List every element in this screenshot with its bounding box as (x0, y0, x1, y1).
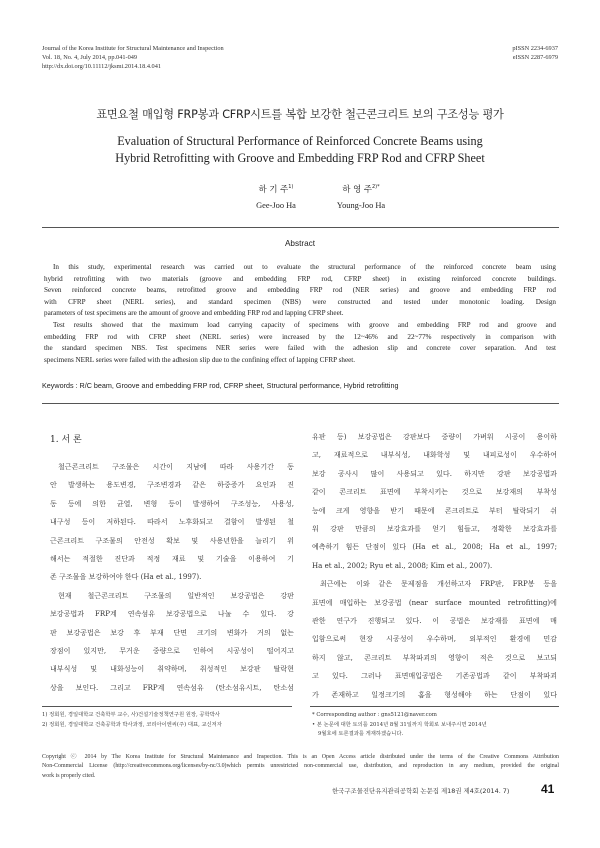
copyright-line: Copyright ⓒ 2014 by The Korea Institute for Structural Maintenance and Inspection. This is an Open Access article distributed under the terms of the Creative Commons Attribution (42, 754, 559, 760)
body-line: 존 구조물을 보강하여야 한다 (Ha et al., 1997). (50, 572, 202, 582)
footnote-rule-right (310, 706, 559, 707)
body-line: 장점이 있지만, 무거운 중량으로 인하여 시공성이 떨어지고 (50, 646, 294, 656)
body-line: Ha et al., 2002; Ryu et al., 2008; Kim et al., 2007). (312, 560, 493, 570)
body-line: 유판 등) 보강공법은 강판보다 중량이 가벼워 시공이 용이하 (312, 432, 557, 441)
author-1-name-en: Gee-Joo Ha (256, 201, 296, 210)
abstract-top-rule (42, 227, 559, 228)
left-column (50, 458, 294, 697)
body-line: 동 등에 의한 균열, 변형 등이 발생하여 구조성능, 사용성, (50, 498, 294, 508)
abstract-line: Seven reinforced concrete beams, retrofitted groove and embedding FRP rod (NER series) and groove and embedding FRP rod (44, 286, 556, 295)
body-line: 근콘크리트 구조물의 안전성 확보 및 사용년한을 늘리기 위 (50, 535, 294, 545)
section-1-heading: 1. 서 론 (50, 435, 82, 445)
corresponding-author: * Corresponding author : gns5121@naver.com (312, 712, 437, 718)
author-2 (326, 183, 396, 210)
abstract-line: the standard specimen NBS. Test specimens NER series were failed with the adhesion slip and concrete cover separation. And test (44, 344, 556, 353)
body-line: 입함으로써 현장 시공성이 우수하며, 외부적인 환경에 민감 (312, 634, 557, 644)
journal-header (42, 44, 224, 71)
body-line: 가 존재하고 일정크기의 홈을 형성해야 하는 단점이 있다 (312, 689, 557, 699)
english-title (0, 133, 600, 167)
body-line: 최근에는 이와 같은 문제점을 개선하고자 FRP판, FRP봉 등을 (320, 579, 557, 589)
abstract-line: Test results showed that the maximum load carrying capacity of specimens with groove and embedding FRP rod and groove and (53, 320, 556, 329)
body-line: 현재 철근콘크리트 구조물의 일반적인 보강공법은 강판 (58, 590, 294, 600)
english-title-line-2: Hybrid Retrofitting with Groove and Embedding FRP Rod and CFRP Sheet (115, 151, 485, 165)
abstract-line: with CFRP sheet (NERL series), and standard specimen (NBS) were constructed and tested under monotonic loading. Design (44, 297, 556, 306)
body-line: 같이 콘크리트 표면에 부착시키는 것으로 보강재의 부착성 (312, 487, 557, 497)
author-1-name-ko: 하 기 주 (258, 184, 289, 194)
copyright-line: work is properly cited. (42, 772, 96, 779)
body-line: 상을 보인다. 그리고 FRP계 연속섬유 (탄소섬유시트, 탄소섬 (50, 682, 294, 692)
body-line: 고, 재료적으로 내부식성, 내화학성 및 내피로성이 우수하여 (312, 450, 557, 460)
footnote-1: 1) 정회원, 경일대학교 건축학부 교수, 사)건설기술정책연구원 원장, 공학박사 (42, 712, 220, 718)
abstract-heading: Abstract (284, 239, 316, 248)
body-line: 판 보강공법은 보강 후 부재 단면 크기의 변화가 거의 없는 (50, 627, 294, 637)
body-line: 보강공법과 FRP계 연속섬유 보강공법으로 나눌 수 있다. 강 (50, 609, 294, 619)
author-2-name-en: Young-Joo Ha (336, 201, 386, 210)
body-line: 예측하기 힘든 단점이 있다 (Ha et al., 2008; Ha et al., 1997; (312, 542, 557, 552)
abstract-line: hybrid retrofitting with two materials (groove and embedding FRP rod, CFRP sheet) in existing reinforced concrete buildings. (44, 274, 556, 283)
volume-info: Vol. 18, No. 4, July 2014, pp.041-049 (42, 54, 138, 61)
body-line: 관한 연구가 진행되고 있다. 이 공법은 보강재를 표면에 매 (312, 616, 557, 626)
footnotes-left (42, 711, 294, 730)
author-1 (246, 183, 306, 210)
author-1-mark: 1) (288, 184, 294, 191)
english-title-line-1: Evaluation of Structural Performance of Reinforced Concrete Beams using (117, 134, 483, 148)
body-line: 내부식성 및 내화성능이 취약하며, 취성적인 보강판 탈락현 (50, 664, 294, 674)
copyright-line: Non-Commercial License (http://creativecommons.org/licenses/by-nc/3.0)which permits unrestricted non-commercial use, distribution, and reproduction in any medium, provided the original (42, 763, 559, 770)
korean-title: 표면요철 매입형 FRP봉과 CFRP시트를 복합 보강한 철근콘크리트 보의 구조성능 평가 (96, 108, 504, 121)
body-line: 고 있다. 그러나 표면매입공법은 기존공법과 같이 부착파괴 (312, 671, 557, 681)
discussion-note: • 본 논문에 대한 토의를 2014년 8월 31일까지 학회로 보내주시면 2014년 (312, 721, 487, 728)
footnotes-right (312, 711, 560, 740)
issn-block (512, 44, 558, 62)
copyright-notice (42, 753, 559, 781)
author-2-mark: 2)* (371, 184, 380, 191)
abstract-body (44, 262, 556, 366)
body-line: 보강 공사시 많이 사용되고 있다. 하지만 강판 보강공법과 (312, 468, 557, 478)
doi-link[interactable]: http://dx.doi.org/10.11112/jksmi.2014.18.4.041 (42, 63, 162, 70)
body-line: 워 강판 만큼의 보강효과를 얻기 힘들고, 정확한 보강효과를 (312, 524, 557, 534)
footnote-rule-left (42, 706, 292, 707)
body-line: 능에 크게 영향을 받기 때문에 콘크리트로 부터 탈락되기 쉬 (312, 505, 557, 515)
keywords: Keywords : R/C beam, Groove and embedding FRP rod, CFRP sheet, Structural performance, Hybrid retrofitting (42, 381, 399, 390)
discussion-note-cont: 9월호에 토론결과를 게재하겠습니다. (318, 731, 404, 738)
abstract-line: In this study, experimental research was carried out to evaluate the structural performance of the reinforced concrete beam using (53, 263, 556, 271)
body-line: 표면에 매입하는 보강공법 (near surface mounted retrofitting)에 (312, 597, 557, 607)
page-number: 41 (541, 782, 555, 796)
body-line: 해서는 적절한 진단과 적정 재료 및 기술을 이용하여 기 (50, 554, 294, 564)
abstract-line: embedding FRP rod with CFRP sheet (NERL series) were increased by the 12~46% and 22~77% respectively in comparison with (44, 332, 556, 341)
abstract-bottom-rule (42, 403, 559, 404)
body-line: 하지 않고, 콘크리트 부착파괴의 영향이 적은 것으로 보고되 (312, 652, 557, 662)
abstract-line: specimens NERL series were failed with the adhesion slip due to the confining effect of lapping CFRP sheet. (44, 355, 356, 364)
author-2-name-ko: 하 영 주 (342, 184, 372, 194)
body-line: 내구성 등이 저하된다. 따라서 노후화되고 결함이 발생된 철 (50, 517, 294, 527)
footer-journal-info: 한국구조물진단유지관리공학회 논문집 제18권 제4호(2014. 7) (332, 787, 510, 795)
eissn: eISSN 2287-6979 (512, 54, 558, 61)
footnote-2: 2) 정회원, 경일대학교 건축공학과 박사과정, 코리아이엔씨(주) 대표, 교신저자 (42, 721, 222, 728)
right-column (312, 428, 557, 704)
journal-name: Journal of the Korea Institute for Structural Maintenance and Inspection (42, 45, 224, 52)
body-line: 철근콘크리트 구조물은 시간이 지남에 따라 사용기간 동 (58, 462, 294, 471)
abstract-line: parameters of test specimens are the amount of groove and embedding FRP rod and lapping CFRP sheet. (44, 309, 344, 318)
pissn: pISSN 2234-6937 (512, 45, 558, 52)
body-line: 안 발생하는 용도변경, 구조변경과 같은 하중증가 요인과 진 (50, 480, 294, 490)
